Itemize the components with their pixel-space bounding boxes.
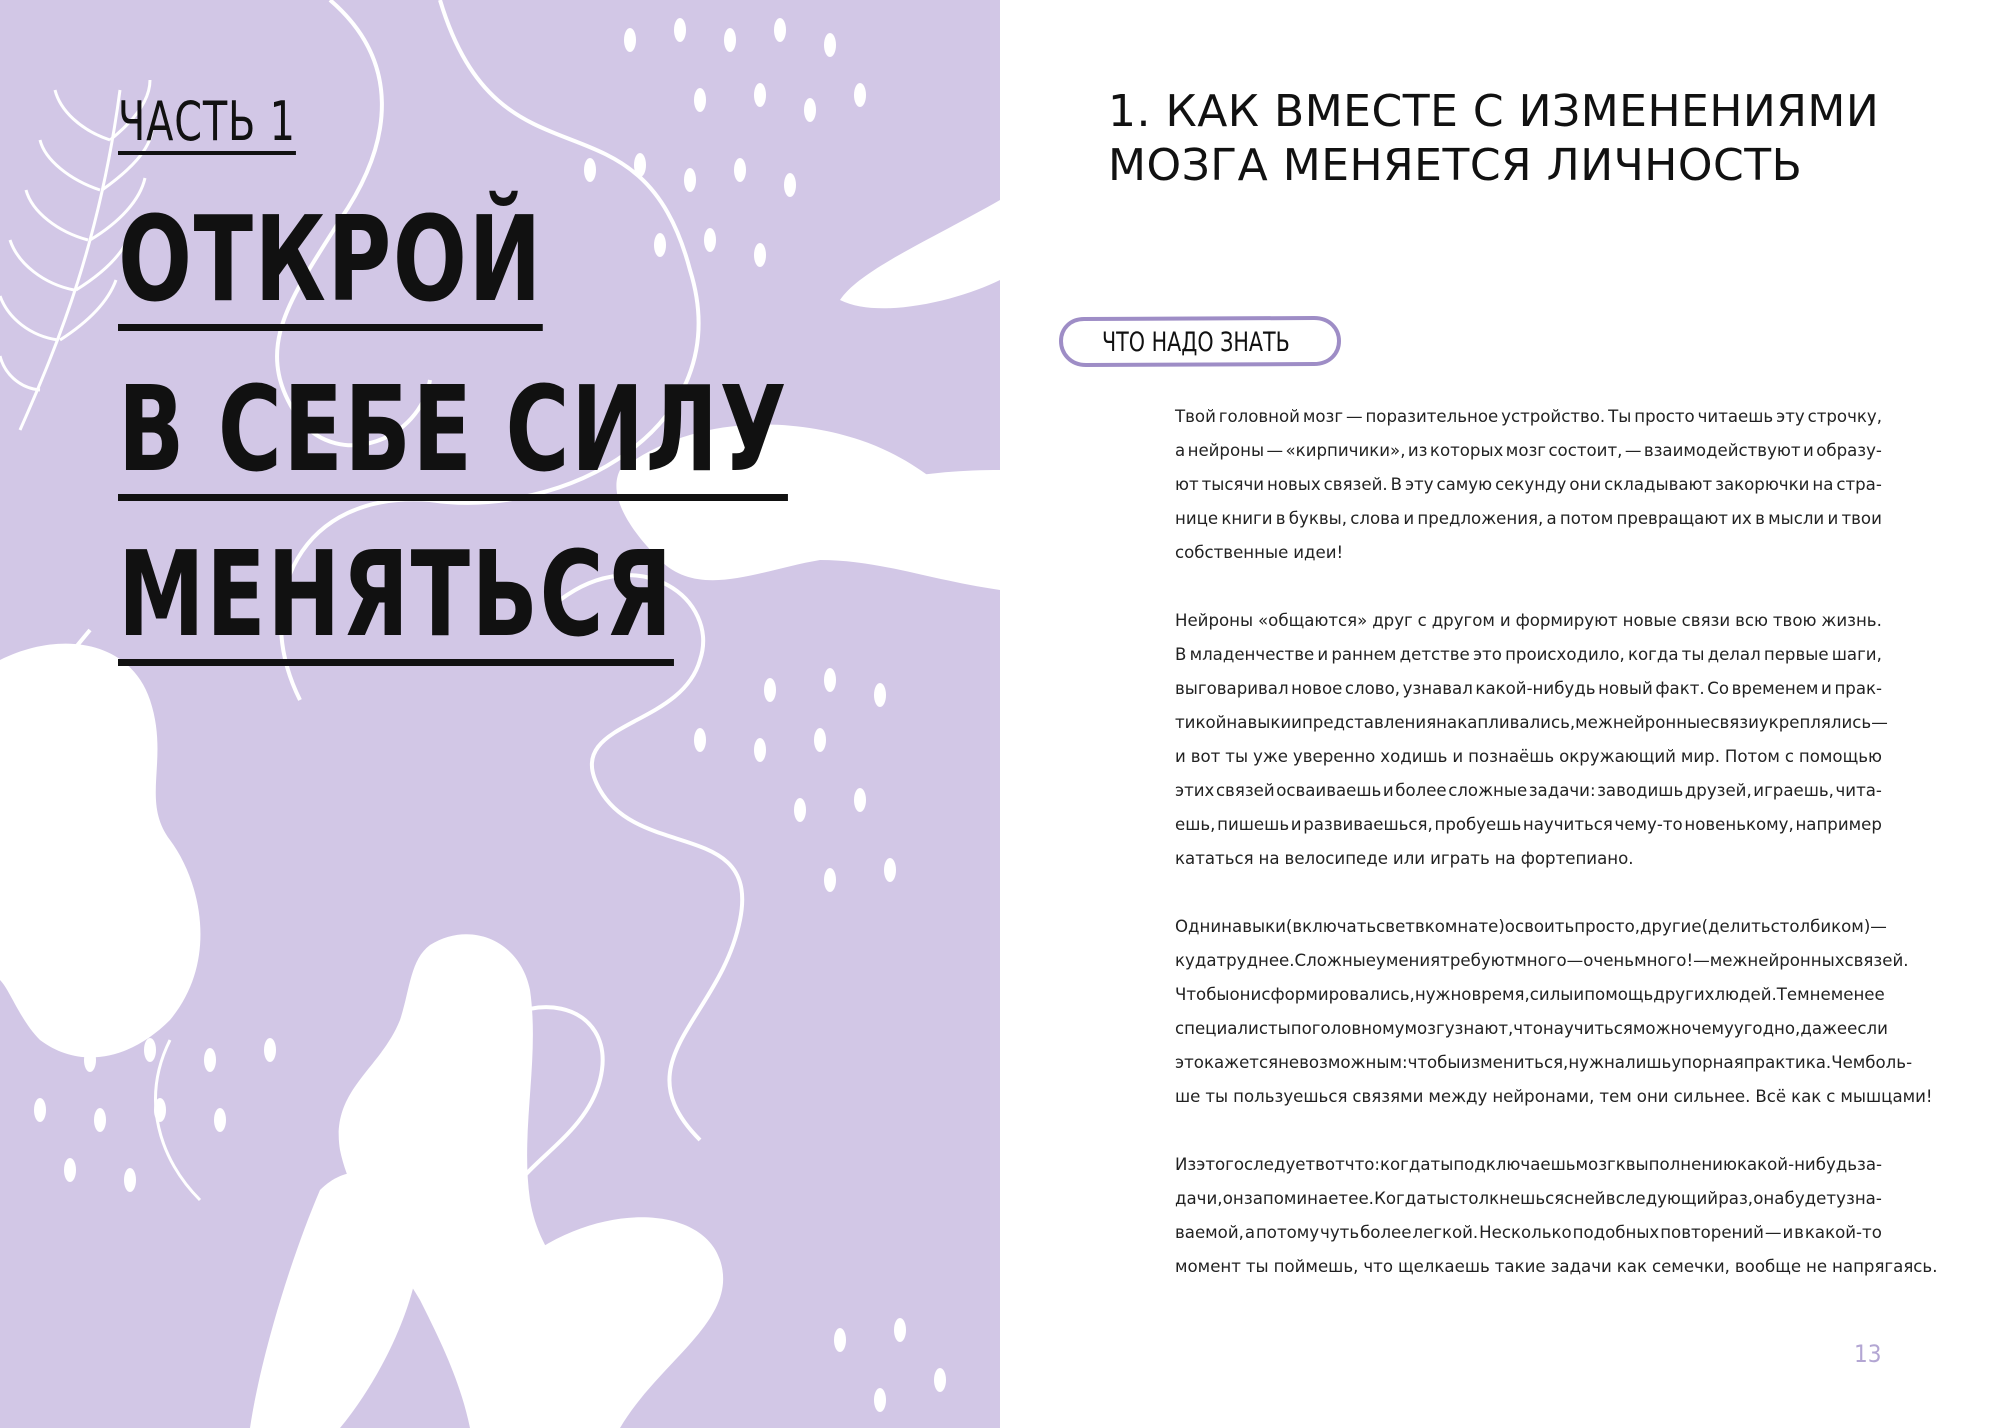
chapter-title-line-2: МОЗГА МЕНЯЕТСЯ ЛИЧНОСТЬ bbox=[1108, 140, 1803, 191]
part-title-line-3: МЕНЯТЬСЯ bbox=[118, 535, 674, 666]
part-title-line-2: В СЕБЕ СИЛУ bbox=[118, 370, 788, 501]
chapter-title bbox=[1108, 85, 1968, 193]
text-line: кататься на велосипеде или играть на фортепиано. bbox=[1175, 849, 1634, 868]
text-line: ешь, пишешь и развиваешься, пробуешь научиться чему-то новенькому, например bbox=[1175, 815, 1882, 834]
part-title-line-1: ОТКРОЙ bbox=[118, 200, 543, 331]
text-line: ваемой, а потому чуть более легкой. Несколько подобных повторений — и в какой-то bbox=[1175, 1223, 1882, 1242]
text-line: В младенчестве и раннем детстве это происходило, когда ты делал первые шаги, bbox=[1175, 645, 1882, 664]
section-label-badge bbox=[1058, 315, 1342, 367]
text-line: момент ты поймешь, что щелкаешь такие задачи как семечки, вообще не напрягаясь. bbox=[1175, 1257, 1938, 1276]
text-line: Нейроны «общаются» друг с другом и формируют новые связи всю твою жизнь. bbox=[1175, 611, 1882, 630]
paragraph-3 bbox=[1175, 910, 1933, 1114]
text-line: этих связей осваиваешь и более сложные задачи: заводишь друзей, играешь, чита- bbox=[1175, 781, 1882, 800]
text-line: а нейроны — «кирпичики», из которых мозг состоит, — взаимодействуют и образу- bbox=[1175, 441, 1882, 460]
text-line: выговаривал новое слово, узнавал какой-нибудь новый факт. Со временем и прак- bbox=[1175, 679, 1882, 698]
text-line: тикой навыки и представления накапливались, межнейронные связи укреплялись — bbox=[1175, 713, 1888, 732]
text-line: куда труднее. Сложные умения требуют много — очень много! — межнейронных связей. bbox=[1175, 951, 1909, 970]
paragraph-1 bbox=[1175, 400, 1882, 570]
text-line: собственные идеи! bbox=[1175, 543, 1344, 562]
page-number: 13 bbox=[1854, 1340, 1882, 1368]
text-line: ют тысячи новых связей. В эту самую секунду они складывают закорючки на стра- bbox=[1175, 475, 1882, 494]
text-line: ше ты пользуешься связями между нейронами, тем они сильнее. Всё как с мышцами! bbox=[1175, 1087, 1933, 1106]
section-label: ЧТО НАДО ЗНАТЬ bbox=[1102, 327, 1290, 358]
paragraph-2 bbox=[1175, 604, 1888, 876]
text-line: специалисты по головному мозгу знают, что научиться можно чему угодно, даже если bbox=[1175, 1019, 1888, 1038]
paragraph-4 bbox=[1175, 1148, 1938, 1284]
text-line: Из этого следует вот что: когда ты подключаешь мозг к выполнению какой-нибудь за- bbox=[1175, 1155, 1882, 1174]
text-line: и вот ты уже уверенно ходишь и познаёшь окружающий мир. Потом с помощью bbox=[1175, 747, 1882, 766]
part-label: ЧАСТЬ 1 bbox=[118, 90, 296, 153]
text-line: нице книги в буквы, слова и предложения, а потом превращают их в мысли и твои bbox=[1175, 509, 1882, 528]
text-line: Одни навыки (включать свет в комнате) освоить просто, другие (делить столбиком) — bbox=[1175, 917, 1887, 936]
text-line: Твой головной мозг — поразительное устройство. Ты просто читаешь эту строчку, bbox=[1175, 407, 1882, 426]
chapter-title-line-1: 1. КАК ВМЕСТЕ С ИЗМЕНЕНИЯМИ bbox=[1108, 86, 1880, 137]
body-text bbox=[1175, 400, 1938, 1284]
text-line: это кажется невозможным: чтобы измениться, нужна лишь упорная практика. Чем боль- bbox=[1175, 1053, 1913, 1072]
text-line: дачи, он запоминает ее. Когда ты столкнешься с ней в следующий раз, она будет узна- bbox=[1175, 1189, 1882, 1208]
right-page-text bbox=[1000, 0, 2000, 1428]
text-line: Чтобы они сформировались, нужно время, силы и помощь других людей. Тем не менее bbox=[1175, 985, 1885, 1004]
